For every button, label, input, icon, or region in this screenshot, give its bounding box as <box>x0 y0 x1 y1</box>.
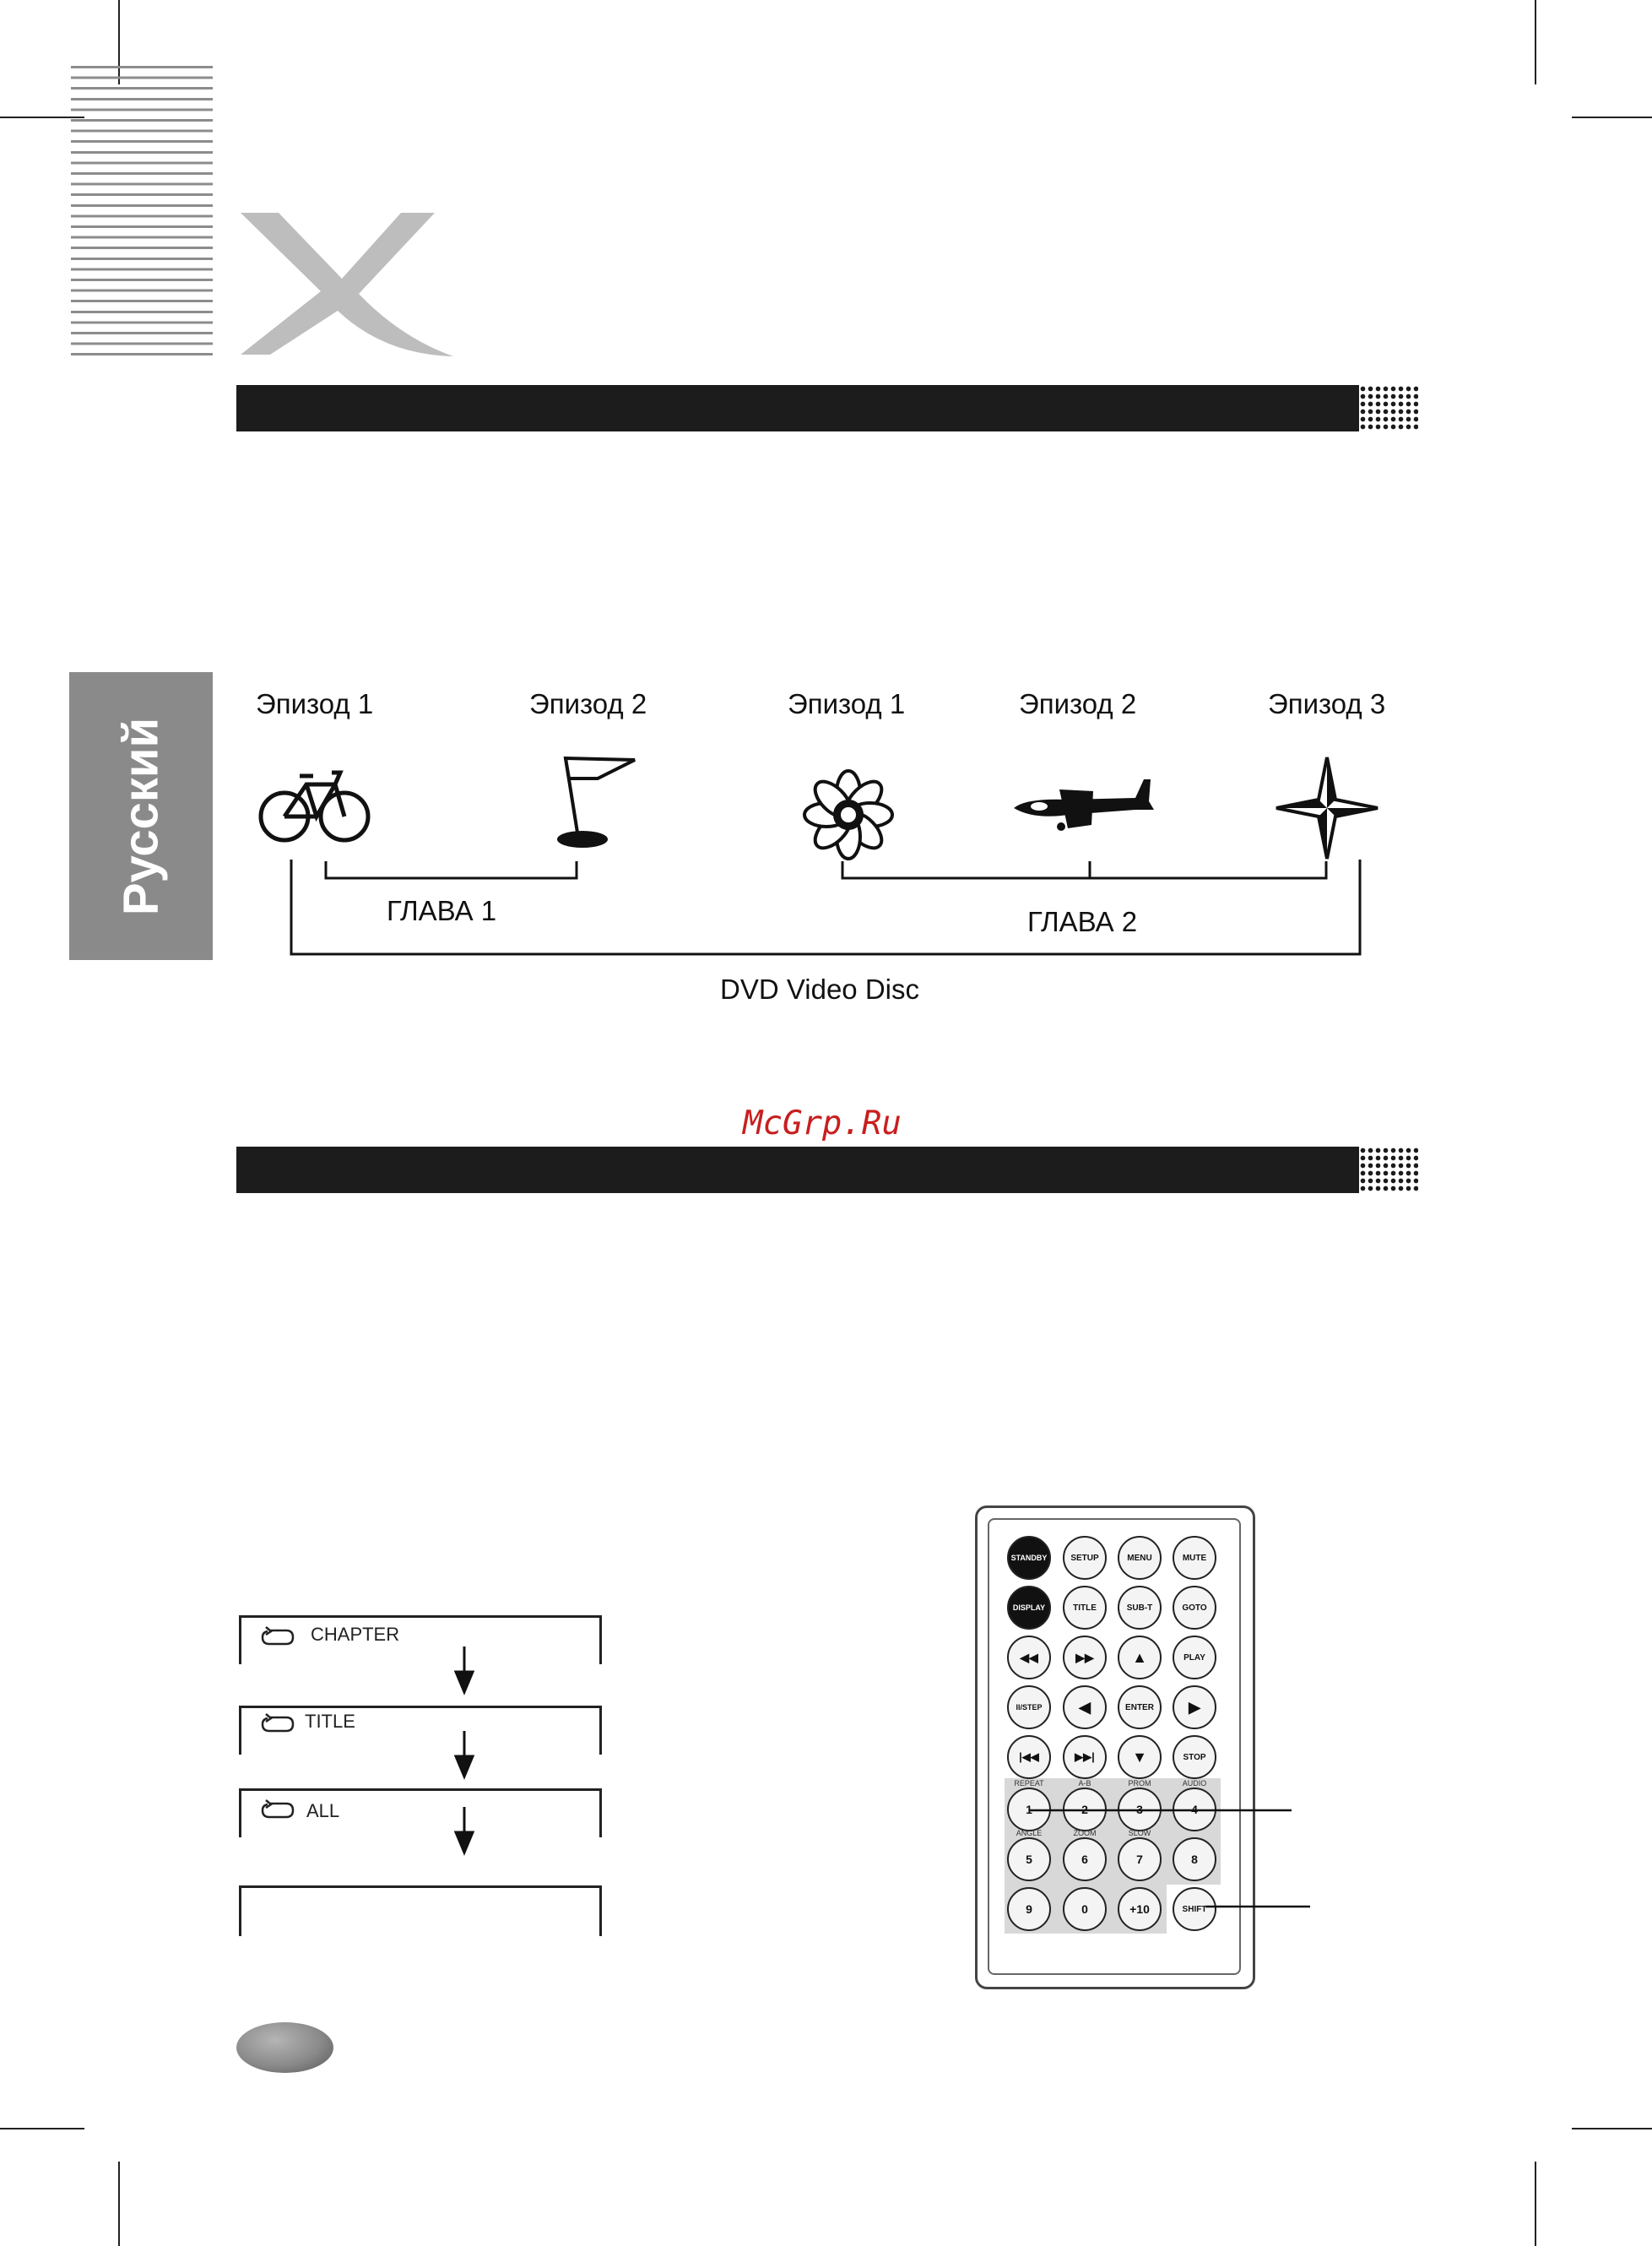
disc-label: DVD Video Disc <box>720 974 919 1005</box>
page-number-badge <box>236 2022 333 2073</box>
shift-function-label: REPEAT <box>1014 1779 1044 1788</box>
goto-button[interactable]: GOTO <box>1173 1586 1216 1630</box>
repeat-mode-chapter <box>239 1615 602 1664</box>
repeat-mode-label: ALL <box>306 1800 340 1821</box>
next-button[interactable]: ▶▶| <box>1063 1735 1107 1779</box>
number-5-button[interactable]: 5 <box>1007 1837 1051 1881</box>
watermark: McGrp.Ru <box>743 1104 902 1142</box>
previous-button[interactable]: |◀◀ <box>1007 1735 1051 1779</box>
section-band-2 <box>236 1147 1359 1193</box>
episode-label: Эпизод 3 <box>1268 688 1386 719</box>
language-tab-label: Русский <box>113 717 169 915</box>
left-arrow-button[interactable]: ◀ <box>1063 1685 1107 1729</box>
number-2-button[interactable]: 2 <box>1063 1788 1107 1831</box>
menu-button[interactable]: MENU <box>1118 1536 1162 1580</box>
shift-function-label: AUDIO <box>1182 1779 1207 1788</box>
subtitle-button[interactable]: SUB-T <box>1118 1586 1162 1630</box>
display-button[interactable]: DISPLAY <box>1007 1586 1051 1630</box>
shift-function-label: A-B <box>1078 1779 1091 1788</box>
right-arrow-button[interactable]: ▶ <box>1173 1685 1216 1729</box>
crop-mark <box>118 2162 120 2246</box>
title-button[interactable]: TITLE <box>1063 1586 1107 1630</box>
stop-button[interactable]: STOP <box>1173 1735 1216 1779</box>
shift-function-label: ZOOM <box>1073 1829 1097 1837</box>
number-4-button[interactable]: 4 <box>1173 1788 1216 1831</box>
callout-lines <box>1013 1798 1317 1917</box>
episode-label: Эпизод 2 <box>529 688 647 719</box>
number-6-button[interactable]: 6 <box>1063 1837 1107 1881</box>
number-1-button[interactable]: 1 <box>1007 1788 1051 1831</box>
rewind-button[interactable]: ◀◀ <box>1007 1636 1051 1679</box>
number-7-button[interactable]: 7 <box>1118 1837 1162 1881</box>
repeat-mode-all <box>239 1788 602 1837</box>
down-arrow-button[interactable]: ▼ <box>1118 1735 1162 1779</box>
band-dots-2 <box>1359 1147 1418 1193</box>
number-3-button[interactable]: 3 <box>1118 1788 1162 1831</box>
play-button[interactable]: PLAY <box>1173 1636 1216 1679</box>
shift-function-label: SLOW <box>1128 1829 1151 1837</box>
number-9-button[interactable]: 9 <box>1007 1887 1051 1931</box>
crop-mark <box>1535 2162 1536 2246</box>
structure-brackets <box>0 0 1652 1013</box>
plus-ten-button[interactable]: +10 <box>1118 1887 1162 1931</box>
enter-button[interactable]: ENTER <box>1118 1685 1162 1729</box>
crop-mark <box>1572 2128 1652 2129</box>
repeat-mode-title <box>239 1706 602 1755</box>
repeat-icon <box>259 1625 296 1649</box>
sequence-arrows <box>439 1638 490 1858</box>
shift-button[interactable]: SHIFT <box>1173 1887 1216 1931</box>
number-8-button[interactable]: 8 <box>1173 1837 1216 1881</box>
repeat-icon <box>259 1798 296 1822</box>
shift-function-label: ANGLE <box>1016 1829 1043 1837</box>
episode-label: Эпизод 1 <box>788 688 906 719</box>
crop-mark <box>0 2128 84 2129</box>
repeat-mode-off <box>239 1885 602 1936</box>
mute-button[interactable]: MUTE <box>1173 1536 1216 1580</box>
up-arrow-button[interactable]: ▲ <box>1118 1636 1162 1679</box>
repeat-icon <box>259 1712 296 1736</box>
repeat-mode-label: CHAPTER <box>311 1624 400 1645</box>
episode-label: Эпизод 1 <box>256 688 374 719</box>
episode-label: Эпизод 2 <box>1019 688 1137 719</box>
repeat-mode-label: TITLE <box>305 1711 355 1732</box>
chapter-label: ГЛАВА 2 <box>1027 906 1138 937</box>
standby-button[interactable]: STANDBY <box>1007 1536 1051 1580</box>
chapter-label: ГЛАВА 1 <box>387 895 497 926</box>
shift-function-label: PROM <box>1128 1779 1151 1788</box>
number-0-button[interactable]: 0 <box>1063 1887 1107 1931</box>
fast-forward-button[interactable]: ▶▶ <box>1063 1636 1107 1679</box>
setup-button[interactable]: SETUP <box>1063 1536 1107 1580</box>
step-button[interactable]: II/STEP <box>1007 1685 1051 1729</box>
